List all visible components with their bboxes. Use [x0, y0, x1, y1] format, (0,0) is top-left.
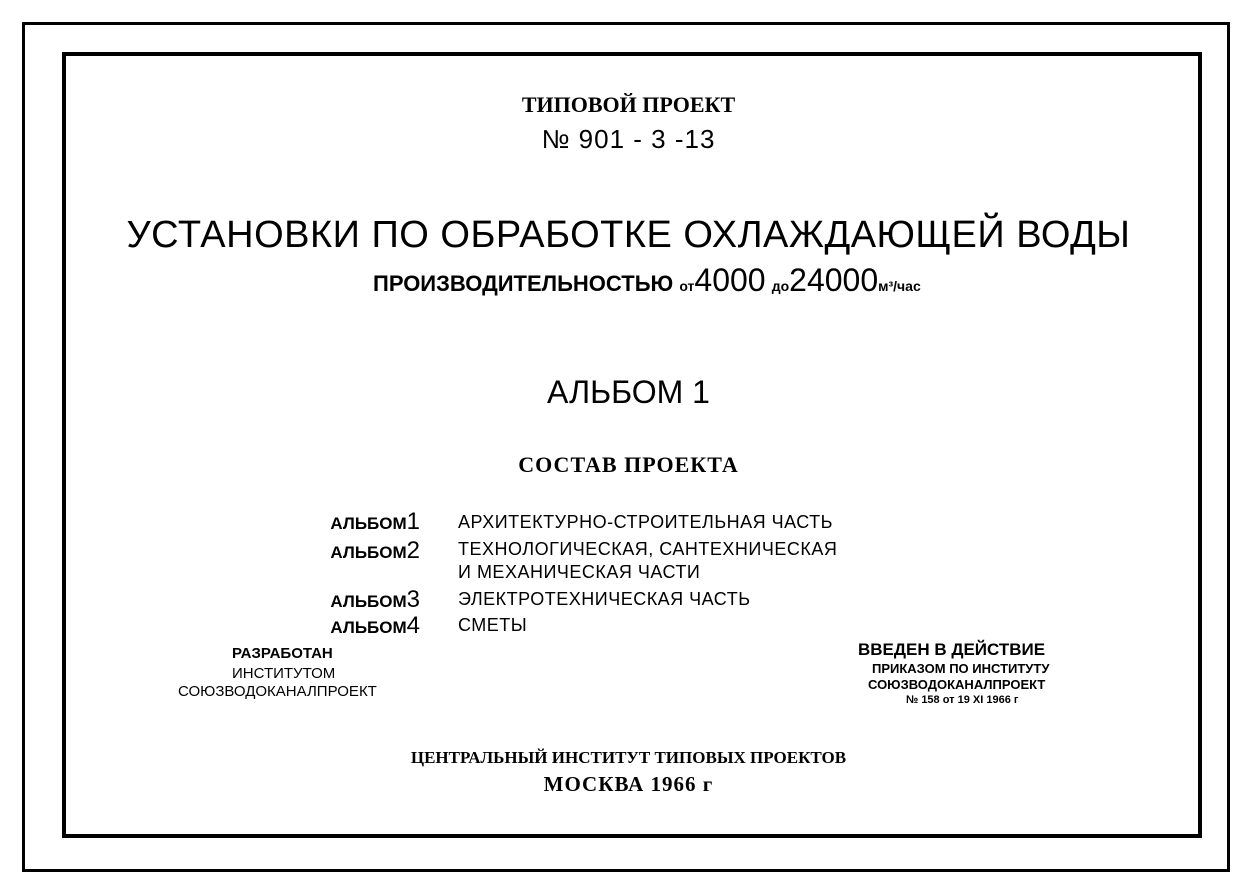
album-2-description-line1: ТЕХНОЛОГИЧЕСКАЯ, САНТЕХНИЧЕСКАЯ: [458, 539, 838, 559]
album-number: 3: [406, 586, 420, 613]
album-label-word: АЛЬБОМ: [330, 543, 407, 562]
album-2-label: [302, 537, 420, 565]
capacity-to-value: 24000: [789, 262, 879, 298]
enacted-order-line: ПРИКАЗОМ ПО ИНСТИТУТУ: [872, 661, 1050, 676]
album-4-description: СМЕТЫ: [458, 615, 528, 635]
capacity-prefix: ПРОИЗВОДИТЕЛЬНОСТЬЮ: [373, 271, 674, 296]
album-label-word: АЛЬБОМ: [330, 514, 407, 533]
album-2-description-line2: И МЕХАНИЧЕСКАЯ ЧАСТИ: [458, 562, 701, 582]
capacity-to-word: до: [771, 278, 790, 294]
capacity-from-value: 4000: [694, 262, 766, 298]
album-title: АЛЬБОМ 1: [547, 374, 710, 410]
capacity-subtitle: [373, 262, 921, 299]
developed-by-line: ИНСТИТУТОМ: [232, 665, 336, 682]
developed-label: РАЗРАБОТАН: [232, 645, 333, 662]
album-1-description: АРХИТЕКТУРНО-СТРОИТЕЛЬНАЯ ЧАСТЬ: [458, 512, 833, 532]
album-4-label: [302, 612, 420, 640]
project-number: № 901 - 3 -13: [541, 124, 716, 154]
album-label-word: АЛЬБОМ: [330, 592, 407, 611]
developed-institute: СОЮЗВОДОКАНАЛПРОЕКТ: [178, 683, 377, 700]
composition-heading: СОСТАВ ПРОЕКТА: [518, 452, 739, 477]
enacted-institute: СОЮЗВОДОКАНАЛПРОЕКТ: [868, 677, 1046, 692]
document-title: УСТАНОВКИ ПО ОБРАБОТКЕ ОХЛАЖДАЮЩЕЙ ВОДЫ: [126, 214, 1131, 256]
capacity-from-word: от: [679, 278, 695, 294]
publisher-name: ЦЕНТРАЛЬНЫЙ ИНСТИТУТ ТИПОВЫХ ПРОЕКТОВ: [410, 748, 847, 767]
album-1-label: [302, 508, 420, 536]
capacity-unit: м³/час: [878, 278, 921, 294]
enacted-order-number: № 158 от 19 XI 1966 г: [906, 694, 1019, 706]
publisher-city-year: МОСКВА 1966 г: [543, 772, 714, 796]
album-3-description: ЭЛЕКТРОТЕХНИЧЕСКАЯ ЧАСТЬ: [458, 589, 751, 609]
enacted-label: ВВЕДЕН В ДЕЙСТВИЕ: [858, 640, 1046, 659]
album-number: 4: [406, 612, 420, 639]
album-number: 1: [406, 508, 420, 535]
album-number: 2: [406, 537, 420, 564]
album-label-word: АЛЬБОМ: [330, 618, 407, 637]
album-3-label: [302, 586, 420, 614]
type-project-label: ТИПОВОЙ ПРОЕКТ: [521, 92, 736, 117]
inner-frame: [62, 52, 1202, 838]
